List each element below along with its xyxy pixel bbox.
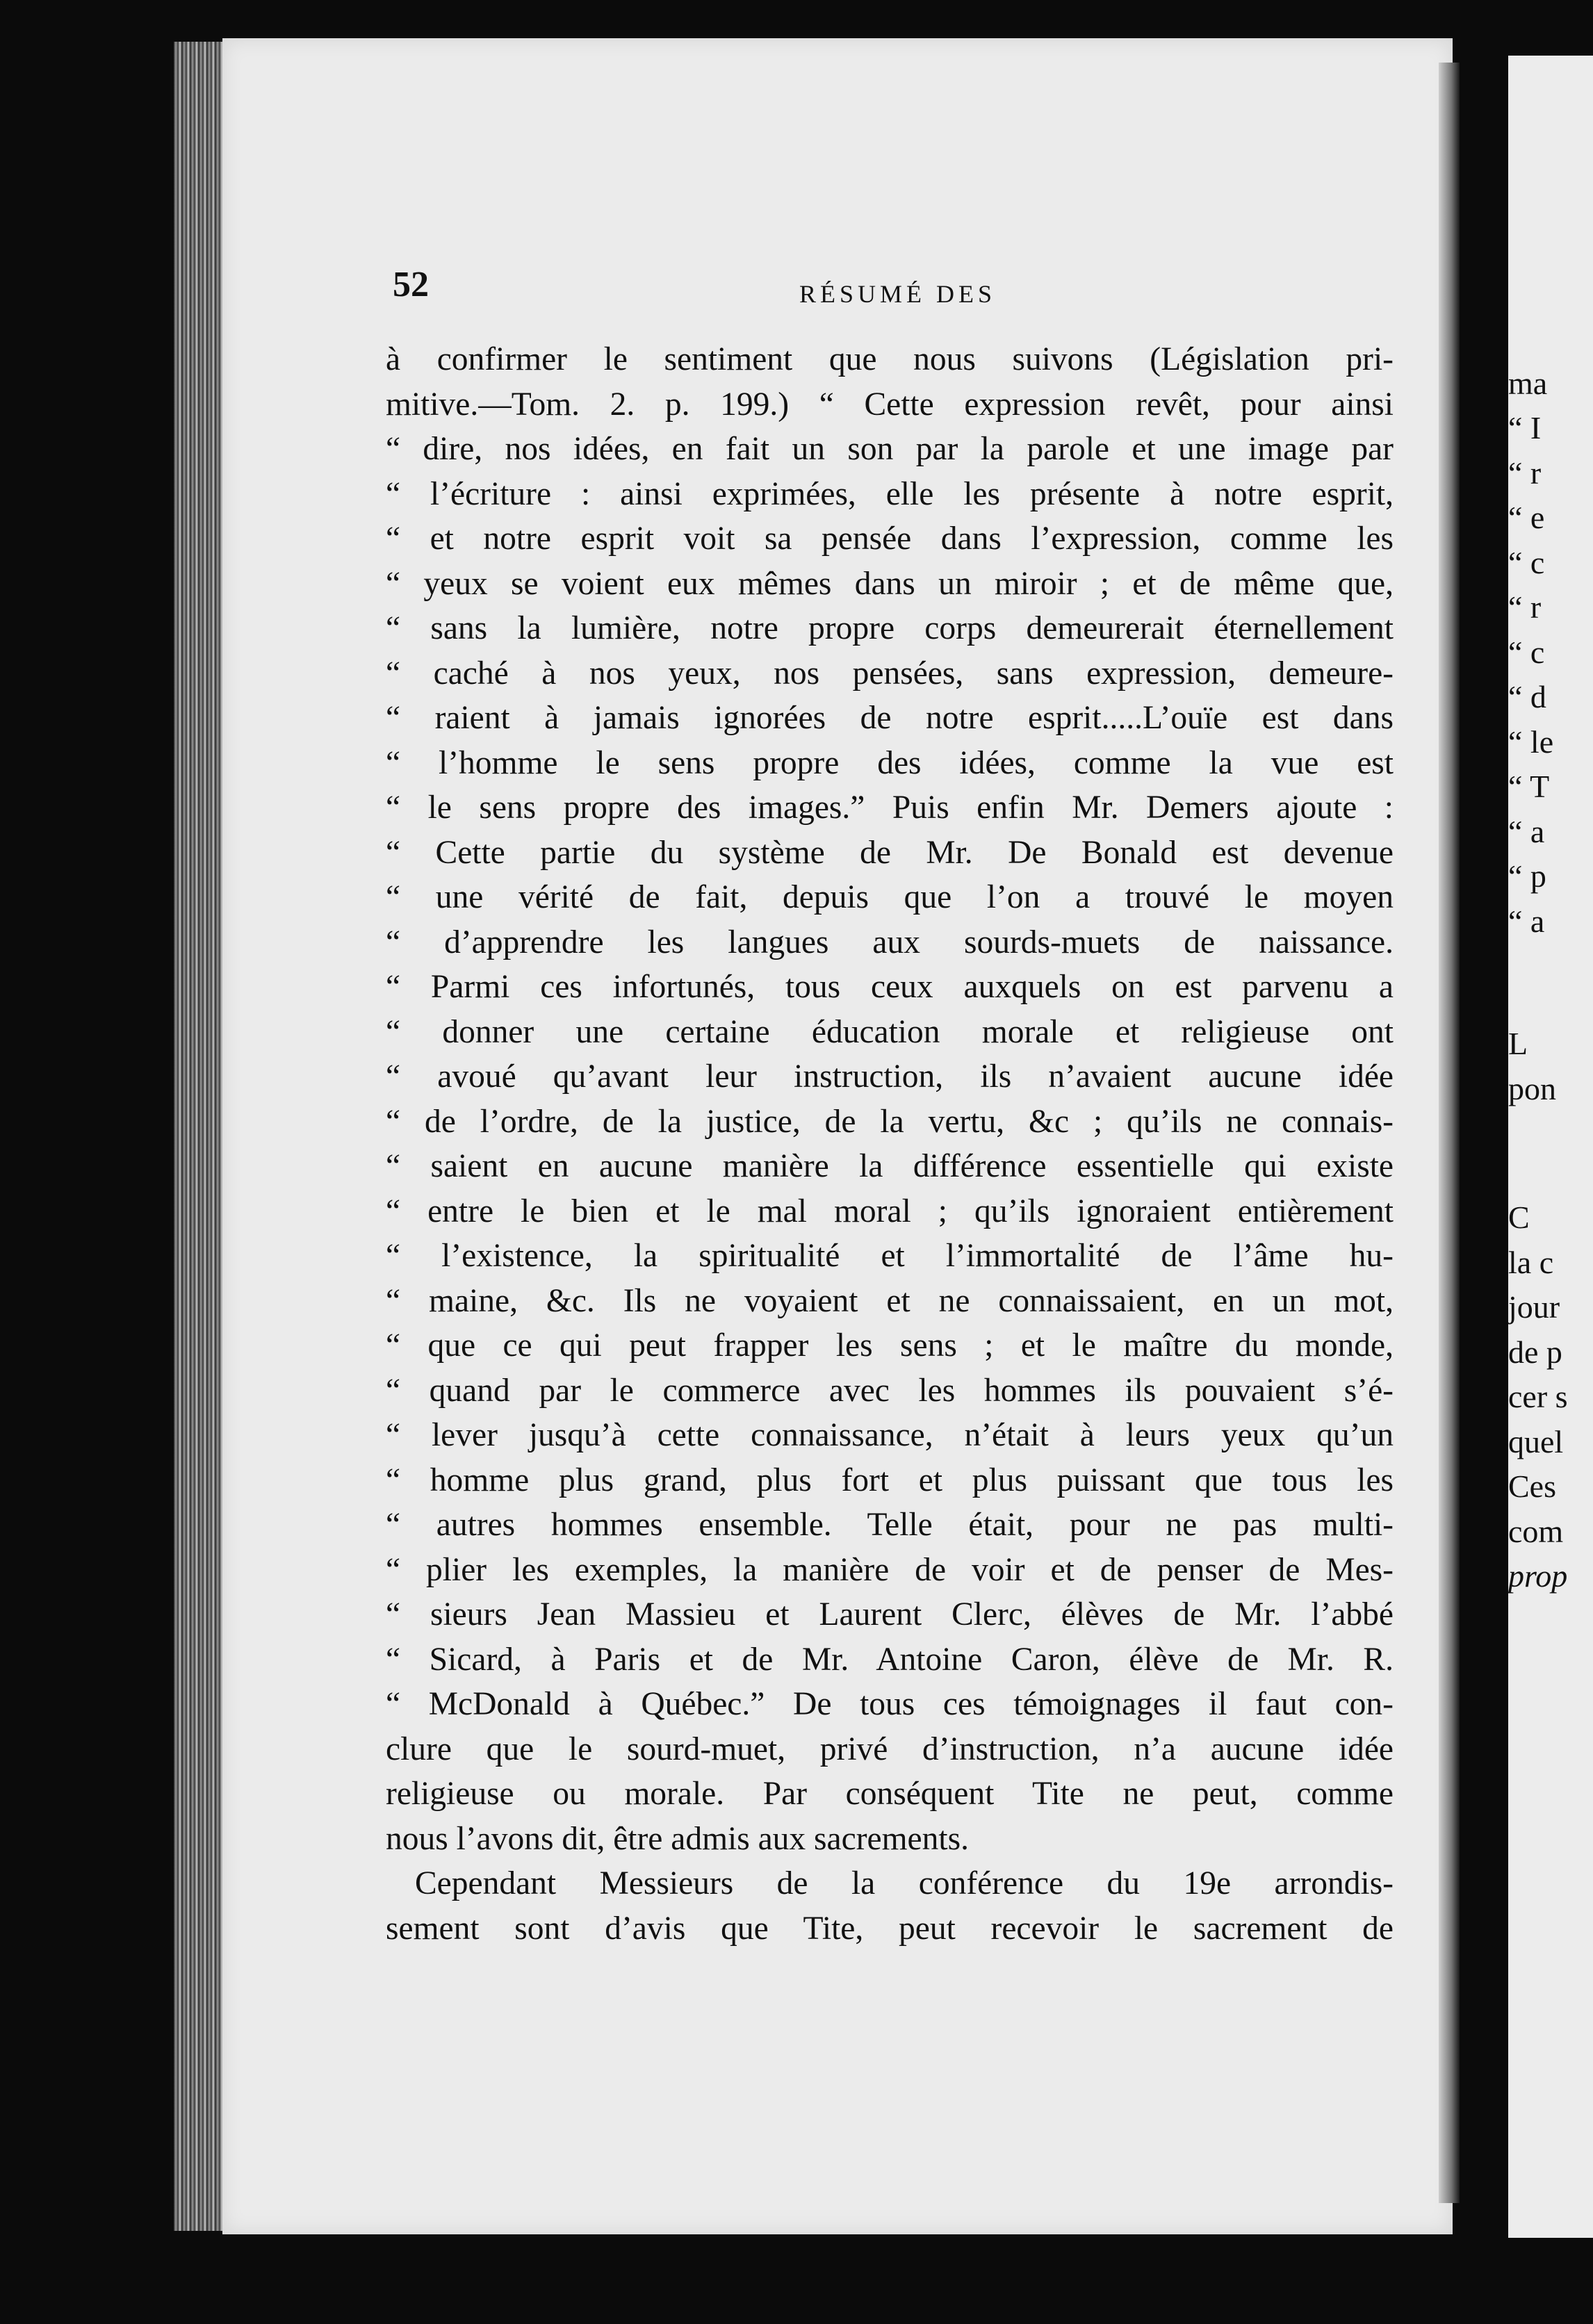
text-line: “ homme plus grand, plus fort et plus puissant que tous les [386,1462,1394,1498]
text-line: “ saient en aucune manière la différence essentielle qui existe [386,1148,1394,1184]
text-line: “ que ce qui peut frapper les sens ; et le maître du monde, [386,1327,1394,1364]
text-line: “ l’homme le sens propre des idées, comme la vue est [386,744,1394,781]
right-page-fragment: “ a [1508,903,1545,939]
text-line: religieuse ou morale. Par conséquent Tite ne peut, comme [386,1776,1394,1812]
text-line: “ dire, nos idées, en fait un son par la parole et une image par [386,431,1394,467]
text-line: “ quand par le commerce avec les hommes ils pouvaient s’é- [386,1372,1394,1409]
right-page-edge [1508,56,1593,2238]
right-page-fragment: ma [1508,366,1548,401]
right-page-fragment: L [1508,1026,1528,1061]
text-line: “ entre le bien et le mal moral ; qu’ils ignoraient entièrement [386,1193,1394,1229]
running-head: RÉSUMÉ DES [799,280,997,308]
text-line: “ une vérité de fait, depuis que l’on a trouvé le moyen [386,879,1394,915]
right-page-fragment: la c [1508,1245,1554,1280]
right-page-fragment: “ r [1508,589,1542,625]
right-page-fragment: jour [1508,1289,1560,1325]
right-page-fragment: “ le [1508,724,1554,760]
text-line: “ raient à jamais ignorées de notre esprit.....L’ouïe est dans [386,700,1394,736]
right-page-fragment: “ a [1508,814,1545,849]
text-line: Cependant Messieurs de la conférence du 19e arrondis- [415,1865,1394,1901]
right-page-fragment: prop [1508,1558,1568,1594]
page-gutter [1439,63,1460,2203]
text-line: “ l’existence, la spiritualité et l’immortalité de l’âme hu- [386,1238,1394,1274]
text-line: “ Sicard, à Paris et de Mr. Antoine Caron, élève de Mr. R. [386,1641,1394,1678]
right-page-fragment: “ d [1508,679,1546,714]
text-line: “ sieurs Jean Massieu et Laurent Clerc, élèves de Mr. l’abbé [386,1596,1394,1632]
right-page-fragment: “ I [1508,410,1542,445]
text-line: “ l’écriture : ainsi exprimées, elle les présente à notre esprit, [386,475,1394,512]
text-line: “ maine, &c. Ils ne voyaient et ne connaissaient, en un mot, [386,1282,1394,1319]
text-line: mitive.—Tom. 2. p. 199.) “ Cette expression revêt, pour ainsi [386,386,1394,423]
book-spine [174,42,229,2231]
text-line: “ McDonald à Québec.” De tous ces témoignages il faut con- [386,1686,1394,1722]
right-page-fragment: “ p [1508,858,1546,894]
right-page-fragment: “ e [1508,500,1545,535]
text-line: “ de l’ordre, de la justice, de la vertu, &c ; qu’ils ne connais- [386,1103,1394,1140]
right-page-fragment: C [1508,1200,1530,1235]
right-page-fragment: quel [1508,1424,1564,1459]
text-line: “ yeux se voient eux mêmes dans un miroir ; et de même que, [386,565,1394,602]
text-line: “ donner une certaine éducation morale et religieuse ont [386,1013,1394,1050]
text-line: “ d’apprendre les langues aux sourds-muets de naissance. [386,924,1394,960]
text-line: clure que le sourd-muet, privé d’instruction, n’a aucune idée [386,1730,1394,1767]
text-line: “ caché à nos yeux, nos pensées, sans expression, demeure- [386,655,1394,692]
right-page-fragment: Ces [1508,1468,1556,1504]
right-page-fragment: “ r [1508,455,1542,491]
right-page-fragment: cer s [1508,1379,1568,1414]
right-page-fragment: “ T [1508,769,1550,804]
text-line: “ le sens propre des images.” Puis enfin Mr. Demers ajoute : [386,789,1394,826]
right-page-fragment: “ c [1508,545,1545,580]
right-page-fragment: com [1508,1514,1564,1549]
text-line: sement sont d’avis que Tite, peut recevoir le sacrement de [386,1910,1394,1947]
right-page-fragment: “ c [1508,635,1545,670]
right-page-fragment: de p [1508,1334,1562,1370]
text-line: à confirmer le sentiment que nous suivons (Législation pri- [386,341,1394,377]
page-number: 52 [393,265,429,304]
text-line: “ Cette partie du système de Mr. De Bonald est devenue [386,834,1394,871]
text-line: “ sans la lumière, notre propre corps demeurerait éternellement [386,610,1394,646]
text-line: nous l’avons dit, être admis aux sacrements. [386,1820,969,1857]
body-text [386,337,1394,1951]
text-line: “ Parmi ces infortunés, tous ceux auxquels on est parvenu a [386,969,1394,1005]
text-line: “ lever jusqu’à cette connaissance, n’était à leurs yeux qu’un [386,1417,1394,1453]
text-line: “ plier les exemples, la manière de voir et de penser de Mes- [386,1551,1394,1588]
text-line: “ autres hommes ensemble. Telle était, pour ne pas multi- [386,1507,1394,1543]
text-line: “ et notre esprit voit sa pensée dans l’expression, comme les [386,521,1394,557]
text-line: “ avoué qu’avant leur instruction, ils n’avaient aucune idée [386,1058,1394,1095]
right-page-fragment: pon [1508,1071,1556,1106]
